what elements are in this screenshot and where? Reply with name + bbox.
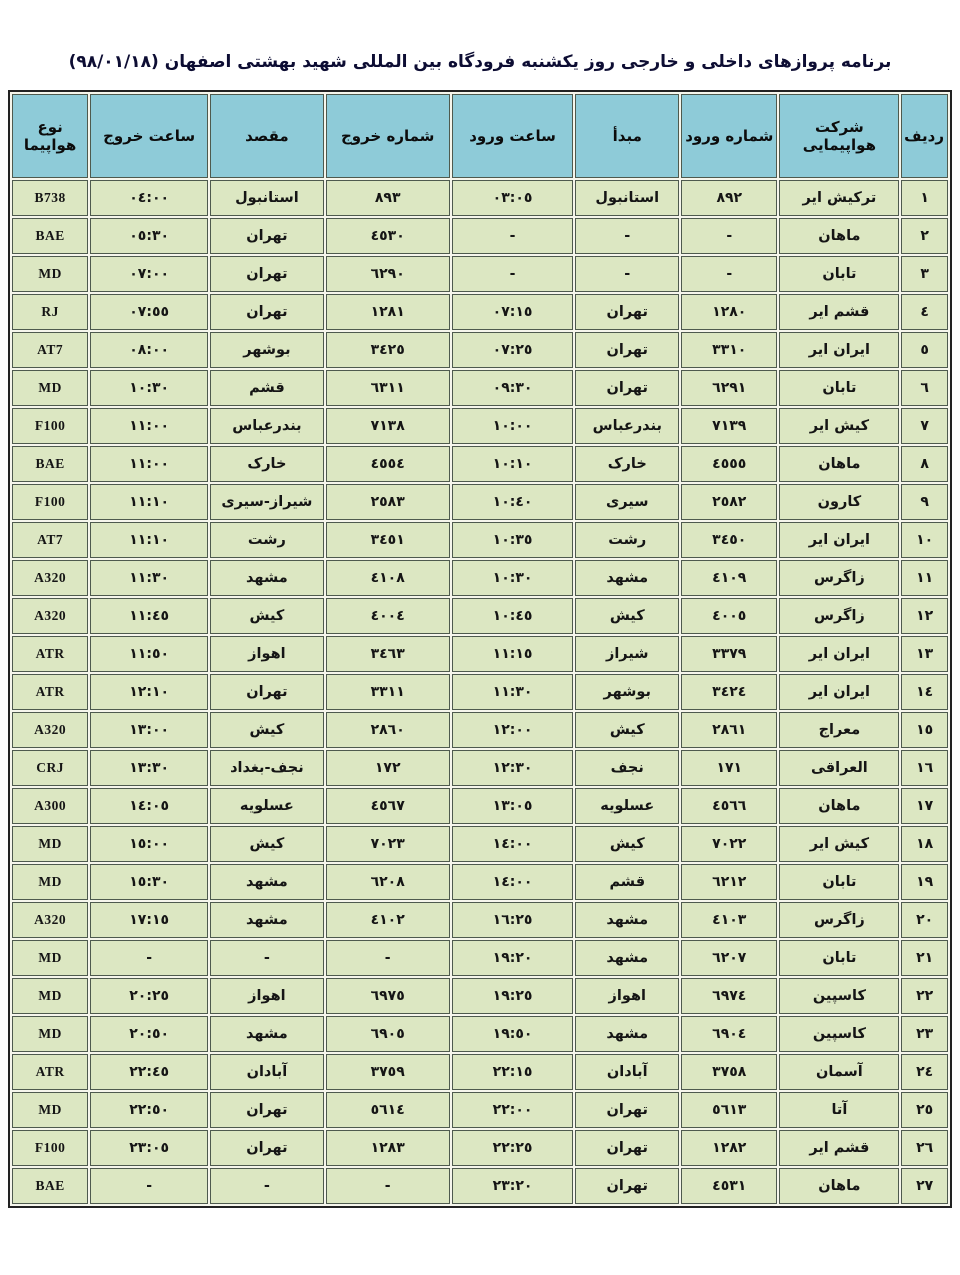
cell-arrival_no: ١٧١ [681,750,777,786]
cell-departure_no: ٦٣١١ [326,370,450,406]
cell-arrival_time: ١٤:٠٠ [452,864,574,900]
cell-departure_no: ٣٣١١ [326,674,450,710]
cell-aircraft: AT7 [12,332,88,368]
cell-row_no: ٥ [901,332,948,368]
cell-destination: استانبول [210,180,324,216]
cell-aircraft: MD [12,370,88,406]
cell-departure_no: ٧٠٢٣ [326,826,450,862]
cell-aircraft: F100 [12,484,88,520]
cell-arrival_no: ٤٥٥٥ [681,446,777,482]
cell-departure_time: ١١:٥٠ [90,636,208,672]
cell-airline: ماهان [779,788,899,824]
table-row [12,446,948,482]
cell-arrival_no: ٦٢١٢ [681,864,777,900]
cell-arrival_no: ٢٨٦١ [681,712,777,748]
cell-arrival_no: - [681,256,777,292]
cell-row_no: ٣ [901,256,948,292]
cell-destination: مشهد [210,902,324,938]
header-row [12,94,948,178]
cell-aircraft: MD [12,940,88,976]
cell-arrival_no: ٧١٣٩ [681,408,777,444]
cell-aircraft: ATR [12,636,88,672]
cell-destination: اهواز [210,636,324,672]
cell-departure_no: ٤٥٥٤ [326,446,450,482]
cell-aircraft: F100 [12,1130,88,1166]
cell-airline: ایران ایر [779,674,899,710]
cell-row_no: ١٨ [901,826,948,862]
cell-aircraft: MD [12,1092,88,1128]
cell-origin: تهران [575,332,679,368]
cell-origin: مشهد [575,940,679,976]
cell-origin: اهواز [575,978,679,1014]
cell-aircraft: CRJ [12,750,88,786]
cell-origin: مشهد [575,902,679,938]
cell-departure_no: ٣٤٥١ [326,522,450,558]
cell-destination: کیش [210,826,324,862]
cell-origin: بوشهر [575,674,679,710]
cell-airline: ایران ایر [779,332,899,368]
cell-departure_no: ٤١٠٨ [326,560,450,596]
cell-departure_no: ١٢٨١ [326,294,450,330]
cell-row_no: ١٩ [901,864,948,900]
cell-departure_no: - [326,940,450,976]
cell-departure_time: ٢٠:٥٠ [90,1016,208,1052]
cell-arrival_time: ١١:١٥ [452,636,574,672]
cell-aircraft: A300 [12,788,88,824]
cell-destination: مشهد [210,560,324,596]
cell-departure_no: ٧١٣٨ [326,408,450,444]
cell-departure_no: ٤١٠٢ [326,902,450,938]
cell-origin: تهران [575,370,679,406]
cell-arrival_time: ١٩:٢٠ [452,940,574,976]
cell-aircraft: RJ [12,294,88,330]
cell-arrival_time: ٠٧:٢٥ [452,332,574,368]
cell-departure_no: ٣٤٦٣ [326,636,450,672]
cell-aircraft: MD [12,864,88,900]
page-title: برنامه پروازهای داخلی و خارجی روز یکشنبه فرودگاه بین المللی شهید بهشتی اصفهان (٩٨/٠١/١٨) [68,52,892,72]
cell-arrival_time: ١٠:٣٥ [452,522,574,558]
cell-airline: ایران ایر [779,522,899,558]
cell-airline: کارون [779,484,899,520]
cell-departure_time: ٢٠:٢٥ [90,978,208,1014]
cell-arrival_time: ١٣:٠٥ [452,788,574,824]
cell-departure_time: ١١:٣٠ [90,560,208,596]
cell-arrival_time: ١٠:٤٠ [452,484,574,520]
cell-destination: تهران [210,1130,324,1166]
cell-origin: تهران [575,1092,679,1128]
cell-aircraft: A320 [12,902,88,938]
cell-origin: - [575,218,679,254]
cell-arrival_time: ١٢:٠٠ [452,712,574,748]
cell-airline: کیش ایر [779,408,899,444]
cell-arrival_time: ١٤:٠٠ [452,826,574,862]
cell-arrival_time: ١٩:٢٥ [452,978,574,1014]
table-row [12,1168,948,1204]
cell-destination: اهواز [210,978,324,1014]
cell-aircraft: B738 [12,180,88,216]
cell-departure_time: ١٧:١٥ [90,902,208,938]
cell-aircraft: ATR [12,1054,88,1090]
cell-arrival_time: ١١:٣٠ [452,674,574,710]
table-row [12,370,948,406]
cell-arrival_time: ١٦:٢٥ [452,902,574,938]
cell-destination: تهران [210,674,324,710]
cell-aircraft: A320 [12,560,88,596]
cell-arrival_time: ٢٣:٢٠ [452,1168,574,1204]
cell-arrival_time: ١٠:٣٠ [452,560,574,596]
cell-aircraft: A320 [12,712,88,748]
cell-airline: قشم ایر [779,294,899,330]
header-airline: شرکت هواپیمایی [779,94,899,178]
cell-airline: ماهان [779,218,899,254]
header-arrival_no: شماره ورود [681,94,777,178]
cell-row_no: ١٥ [901,712,948,748]
cell-departure_time: ٠٥:٣٠ [90,218,208,254]
cell-aircraft: BAE [12,218,88,254]
table-row [12,712,948,748]
cell-aircraft: ATR [12,674,88,710]
cell-arrival_no: ٦٢٩١ [681,370,777,406]
cell-arrival_no: ٤١٠٣ [681,902,777,938]
cell-departure_no: ٢٥٨٣ [326,484,450,520]
cell-origin: تهران [575,294,679,330]
cell-destination: نجف-بغداد [210,750,324,786]
cell-arrival_time: ٢٢:١٥ [452,1054,574,1090]
cell-airline: تابان [779,864,899,900]
cell-aircraft: AT7 [12,522,88,558]
cell-destination: تهران [210,218,324,254]
table-row [12,294,948,330]
cell-departure_time: - [90,1168,208,1204]
cell-destination: مشهد [210,864,324,900]
table-row [12,864,948,900]
table-header [12,94,948,178]
cell-aircraft: A320 [12,598,88,634]
cell-arrival_time: ٠٩:٣٠ [452,370,574,406]
cell-arrival_no: - [681,218,777,254]
cell-origin: مشهد [575,560,679,596]
cell-airline: کیش ایر [779,826,899,862]
cell-origin: تهران [575,1130,679,1166]
cell-departure_no: ٤٥٣٠ [326,218,450,254]
table-row [12,978,948,1014]
cell-origin: عسلویه [575,788,679,824]
cell-departure_no: ٦٢٠٨ [326,864,450,900]
header-origin: مبدأ [575,94,679,178]
cell-origin: - [575,256,679,292]
cell-row_no: ١٦ [901,750,948,786]
cell-destination: - [210,1168,324,1204]
cell-row_no: ١١ [901,560,948,596]
cell-departure_no: ٢٨٦٠ [326,712,450,748]
table-row [12,902,948,938]
table-row [12,180,948,216]
cell-row_no: ٢٧ [901,1168,948,1204]
table-row [12,408,948,444]
cell-row_no: ٢٤ [901,1054,948,1090]
table-row [12,218,948,254]
cell-departure_time: ٠٧:٥٥ [90,294,208,330]
cell-row_no: ١٠ [901,522,948,558]
cell-arrival_time: ١٠:١٠ [452,446,574,482]
table-row [12,484,948,520]
cell-departure_no: ٦٢٩٠ [326,256,450,292]
cell-airline: تابان [779,370,899,406]
cell-origin: مشهد [575,1016,679,1052]
cell-arrival_no: ٤٥٣١ [681,1168,777,1204]
cell-departure_time: ٢٢:٥٠ [90,1092,208,1128]
cell-destination: کیش [210,598,324,634]
cell-arrival_no: ٥٦١٣ [681,1092,777,1128]
cell-arrival_no: ٣٤٢٤ [681,674,777,710]
cell-aircraft: F100 [12,408,88,444]
cell-destination: خارک [210,446,324,482]
cell-row_no: ١٤ [901,674,948,710]
cell-departure_time: ١٥:٠٠ [90,826,208,862]
table-row [12,256,948,292]
cell-airline: قشم ایر [779,1130,899,1166]
cell-departure_time: ١٣:٣٠ [90,750,208,786]
cell-origin: کیش [575,712,679,748]
cell-departure_no: - [326,1168,450,1204]
cell-origin: نجف [575,750,679,786]
cell-arrival_no: ٣٤٥٠ [681,522,777,558]
cell-aircraft: MD [12,978,88,1014]
cell-airline: زاگرس [779,902,899,938]
cell-airline: تابان [779,940,899,976]
cell-airline: کاسپین [779,978,899,1014]
cell-aircraft: MD [12,826,88,862]
cell-destination: - [210,940,324,976]
cell-arrival_no: ٤١٠٩ [681,560,777,596]
cell-destination: عسلویه [210,788,324,824]
cell-departure_time: ١١:١٠ [90,522,208,558]
cell-departure_time: ٢٢:٤٥ [90,1054,208,1090]
cell-arrival_time: ١٠:٠٠ [452,408,574,444]
cell-arrival_no: ٣٣٧٩ [681,636,777,672]
header-row_no: ردیف [901,94,948,178]
cell-origin: کیش [575,598,679,634]
cell-departure_no: ٦٩٠٥ [326,1016,450,1052]
cell-origin: آبادان [575,1054,679,1090]
cell-arrival_time: ١٢:٣٠ [452,750,574,786]
cell-destination: تهران [210,1092,324,1128]
header-destination: مقصد [210,94,324,178]
cell-arrival_no: ٦٢٠٧ [681,940,777,976]
cell-departure_no: ١٢٨٣ [326,1130,450,1166]
cell-arrival_time: - [452,218,574,254]
cell-destination: شیراز-سیری [210,484,324,520]
cell-departure_time: ٠٨:٠٠ [90,332,208,368]
cell-arrival_no: ٦٩٧٤ [681,978,777,1014]
table-body [12,180,948,1204]
cell-departure_no: ٥٦١٤ [326,1092,450,1128]
cell-destination: بوشهر [210,332,324,368]
cell-arrival_no: ٢٥٨٢ [681,484,777,520]
cell-arrival_time: ٠٣:٠٥ [452,180,574,216]
cell-row_no: ٢٦ [901,1130,948,1166]
cell-destination: بندرعباس [210,408,324,444]
cell-arrival_time: ٢٢:٢٥ [452,1130,574,1166]
cell-arrival_time: ١٩:٥٠ [452,1016,574,1052]
header-departure_time: ساعت خروج [90,94,208,178]
table-row [12,826,948,862]
cell-airline: زاگرس [779,598,899,634]
cell-airline: آتا [779,1092,899,1128]
cell-row_no: ٢٥ [901,1092,948,1128]
cell-airline: ماهان [779,446,899,482]
cell-row_no: ٨ [901,446,948,482]
cell-row_no: ٢١ [901,940,948,976]
cell-origin: کیش [575,826,679,862]
cell-airline: کاسپین [779,1016,899,1052]
cell-departure_time: ٠٧:٠٠ [90,256,208,292]
table-row [12,522,948,558]
cell-row_no: ١٢ [901,598,948,634]
cell-origin: رشت [575,522,679,558]
cell-row_no: ٦ [901,370,948,406]
header-departure_no: شماره خروج [326,94,450,178]
cell-arrival_time: ١٠:٤٥ [452,598,574,634]
table-row [12,1130,948,1166]
cell-row_no: ١٧ [901,788,948,824]
cell-airline: زاگرس [779,560,899,596]
flight-schedule-table [8,90,952,1208]
cell-departure_time: ١٣:٠٠ [90,712,208,748]
table-row [12,940,948,976]
cell-departure_time: ١١:١٠ [90,484,208,520]
cell-row_no: ٢٣ [901,1016,948,1052]
cell-departure_time: ١٤:٠٥ [90,788,208,824]
cell-row_no: ٩ [901,484,948,520]
cell-departure_time: ١٥:٣٠ [90,864,208,900]
cell-airline: ترکیش ایر [779,180,899,216]
table-row [12,1092,948,1128]
cell-departure_time: ١١:٠٠ [90,446,208,482]
cell-row_no: ٧ [901,408,948,444]
cell-arrival_no: ٧٠٢٢ [681,826,777,862]
cell-airline: تابان [779,256,899,292]
cell-destination: کیش [210,712,324,748]
cell-row_no: ٤ [901,294,948,330]
cell-airline: العراقی [779,750,899,786]
cell-departure_time: ٢٣:٠٥ [90,1130,208,1166]
header-arrival_time: ساعت ورود [452,94,574,178]
cell-aircraft: MD [12,1016,88,1052]
cell-aircraft: BAE [12,1168,88,1204]
cell-arrival_no: ١٢٨٢ [681,1130,777,1166]
cell-arrival_no: ١٢٨٠ [681,294,777,330]
cell-departure_time: ١٢:١٠ [90,674,208,710]
cell-departure_no: ٤٠٠٤ [326,598,450,634]
table-row [12,1016,948,1052]
cell-departure_time: ١١:٤٥ [90,598,208,634]
cell-arrival_no: ٣٣١٠ [681,332,777,368]
cell-origin: استانبول [575,180,679,216]
cell-departure_no: ٤٥٦٧ [326,788,450,824]
cell-arrival_no: ٣٧٥٨ [681,1054,777,1090]
cell-departure_no: ٨٩٣ [326,180,450,216]
cell-destination: تهران [210,256,324,292]
cell-row_no: ٢٢ [901,978,948,1014]
table-row [12,674,948,710]
cell-row_no: ١ [901,180,948,216]
cell-arrival_time: ٢٢:٠٠ [452,1092,574,1128]
cell-aircraft: MD [12,256,88,292]
cell-destination: قشم [210,370,324,406]
table-row [12,750,948,786]
header-aircraft: نوع هواپیما [12,94,88,178]
table-row [12,332,948,368]
cell-row_no: ٢٠ [901,902,948,938]
cell-row_no: ١٣ [901,636,948,672]
cell-departure_no: ٦٩٧٥ [326,978,450,1014]
cell-origin: تهران [575,1168,679,1204]
cell-airline: معراج [779,712,899,748]
cell-airline: آسمان [779,1054,899,1090]
cell-departure_time: ١٠:٣٠ [90,370,208,406]
cell-arrival_time: ٠٧:١٥ [452,294,574,330]
cell-departure_time: - [90,940,208,976]
cell-origin: سیری [575,484,679,520]
cell-departure_time: ٠٤:٠٠ [90,180,208,216]
cell-departure_no: ٣٧٥٩ [326,1054,450,1090]
cell-departure_no: ١٧٢ [326,750,450,786]
cell-origin: شیراز [575,636,679,672]
cell-airline: ایران ایر [779,636,899,672]
cell-origin: خارک [575,446,679,482]
cell-arrival_no: ٦٩٠٤ [681,1016,777,1052]
cell-arrival_no: ٤٠٠٥ [681,598,777,634]
cell-arrival_no: ٨٩٢ [681,180,777,216]
cell-origin: بندرعباس [575,408,679,444]
cell-aircraft: BAE [12,446,88,482]
table-row [12,636,948,672]
cell-arrival_no: ٤٥٦٦ [681,788,777,824]
cell-departure_time: ١١:٠٠ [90,408,208,444]
cell-arrival_time: - [452,256,574,292]
cell-airline: ماهان [779,1168,899,1204]
cell-departure_no: ٣٤٢٥ [326,332,450,368]
table-row [12,1054,948,1090]
table-row [12,788,948,824]
table-row [12,598,948,634]
cell-destination: آبادان [210,1054,324,1090]
cell-destination: تهران [210,294,324,330]
cell-destination: رشت [210,522,324,558]
cell-origin: قشم [575,864,679,900]
cell-destination: مشهد [210,1016,324,1052]
cell-row_no: ٢ [901,218,948,254]
table-row [12,560,948,596]
